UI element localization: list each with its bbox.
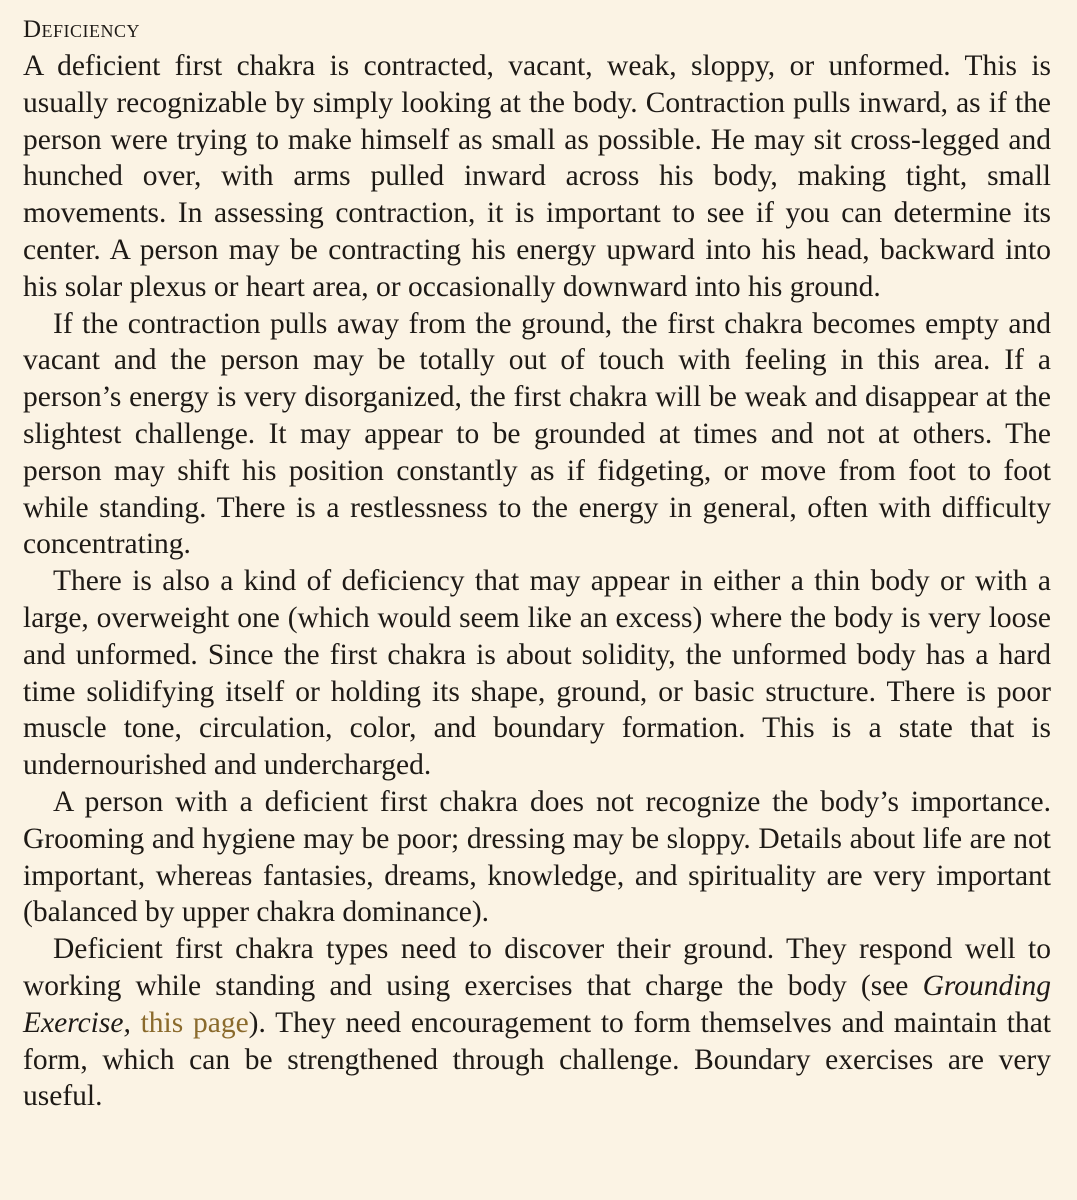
paragraph-5: [23, 931, 1051, 1115]
section-heading: Deficiency: [23, 16, 141, 43]
paragraph-5-text-before: Deficient first chakra types need to discover their ground. They respond well to working while standing and using exercises that charge the body (see: [23, 933, 1051, 1002]
paragraph-5-text-after: ). They need encouragement to form themselves and maintain that form, which can be strengthened through challenge. Boundary exercises are very useful.: [23, 1006, 1052, 1113]
paragraph-4: A person with a deficient first chakra does not recognize the body’s importance. Grooming and hygiene may be poor; dressing may be sloppy. Details about life are not important, whereas fantasies, dreams, knowledge, and spirituality are very important (balanced by upper chakra dominance).: [23, 785, 1051, 929]
paragraph-1: A deficient first chakra is contracted, vacant, weak, sloppy, or unformed. This is usually recognizable by simply looking at the body. Contraction pulls inward, as if the person were trying to make himself as small as possible. He may sit cross-legged and hunched over, with arms pulled inward across his body, making tight, small movements. In assessing contraction, it is important to see if you can determine its center. A person may be contracting his energy upward into his head, backward into his solar plexus or heart area, or occasionally downward into his ground.: [23, 50, 1051, 303]
paragraph-2: If the contraction pulls away from the ground, the first chakra becomes empty and vacant and the person may be totally out of touch with feeling in this area. If a person’s energy is very disorganized, the first chakra will be weak and disappear at the slightest challenge. It may appear to be grounded at times and not at others. The person may shift his position constantly as if fidgeting, or move from foot to foot while standing. There is a restlessness to the energy in general, often with difficulty concentrating.: [23, 307, 1051, 561]
this-page-link[interactable]: this page: [140, 1006, 249, 1039]
paragraph-5-space: [131, 1007, 141, 1039]
grounding-exercise-title: Grounding Exercise,: [23, 969, 1051, 1039]
paragraph-3: There is also a kind of deficiency that may appear in either a thin body or with a large, overweight one (which would seem like an excess) where the body is very loose and unformed. Since the first chakra is about solidity, the unformed body has a hard time solidifying itself or holding its shape, ground, or basic structure. There is poor muscle tone, circulation, color, and boundary formation. This is a state that is undernourished and undercharged.: [23, 565, 1051, 782]
